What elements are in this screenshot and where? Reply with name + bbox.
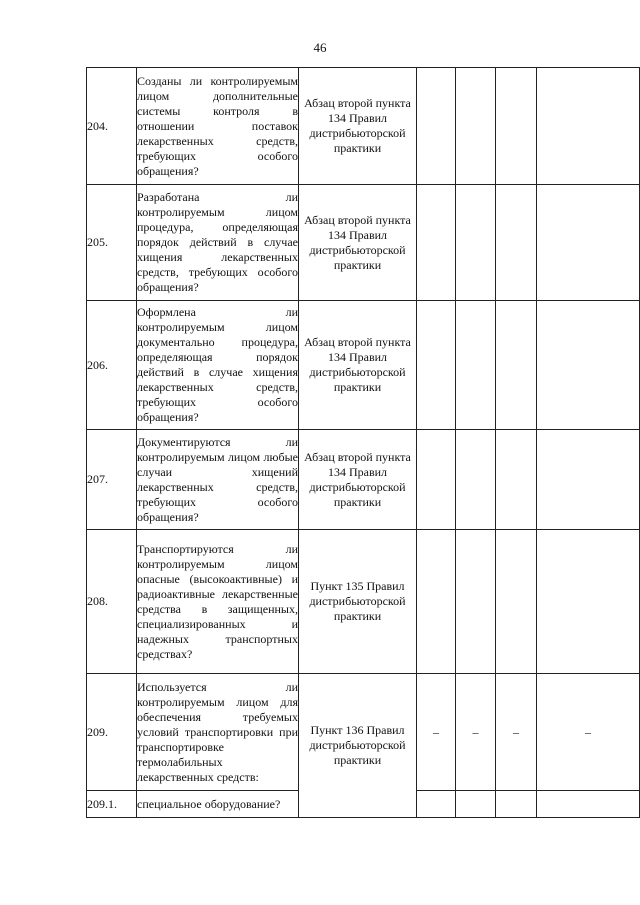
- answer-yes-cell: [417, 68, 456, 185]
- reference-cell: Абзац второй пункта 134 Правил дистрибьюторской практики: [299, 68, 417, 185]
- row-number: 207.: [87, 430, 137, 530]
- answer-no-cell: [456, 301, 496, 430]
- row-number: 205.: [87, 185, 137, 301]
- answer-not-applicable-cell: [496, 68, 537, 185]
- answer-no-cell: [456, 530, 496, 674]
- reference-cell: Абзац второй пункта 134 Правил дистрибьюторской практики: [299, 185, 417, 301]
- note-cell: [537, 68, 640, 185]
- note-cell: –: [537, 674, 640, 791]
- answer-no-cell: [456, 68, 496, 185]
- answer-yes-cell: [417, 791, 456, 818]
- reference-cell: Абзац второй пункта 134 Правил дистрибьюторской практики: [299, 301, 417, 430]
- answer-yes-cell: [417, 301, 456, 430]
- answer-no-cell: [456, 791, 496, 818]
- table-row: [87, 68, 640, 185]
- note-cell: [537, 791, 640, 818]
- note-cell: [537, 530, 640, 674]
- question-cell: Созданы ли контролируемым лицом дополнительные системы контроля в отношении поставок лекарственных средств, требующих особого обращения?: [137, 68, 299, 185]
- row-number: 204.: [87, 68, 137, 185]
- question-cell: Разработана ли контролируемым лицом процедура, определяющая порядок действий в случае хищения лекарственных средств, требующих особого обращения?: [137, 185, 299, 301]
- question-cell: Используется ли контролируемым лицом для обеспечения требуемых условий транспортировки при транспортировке термолабильных лекарственных средств:: [137, 674, 299, 791]
- table-row: [87, 530, 640, 674]
- reference-cell: Пункт 135 Правил дистрибьюторской практики: [299, 530, 417, 674]
- answer-not-applicable-cell: [496, 430, 537, 530]
- row-number: 209.: [87, 674, 137, 791]
- note-cell: [537, 430, 640, 530]
- question-cell: специальное оборудование?: [137, 791, 299, 818]
- answer-no-cell: [456, 430, 496, 530]
- table-row: [87, 674, 640, 791]
- answer-not-applicable-cell: [496, 185, 537, 301]
- row-number: 208.: [87, 530, 137, 674]
- row-number: 206.: [87, 301, 137, 430]
- answer-not-applicable-cell: [496, 530, 537, 674]
- table-row: [87, 185, 640, 301]
- table-row: [87, 301, 640, 430]
- answer-yes-cell: –: [417, 674, 456, 791]
- answer-not-applicable-cell: [496, 301, 537, 430]
- answer-yes-cell: [417, 530, 456, 674]
- checklist-table: [86, 67, 640, 818]
- reference-cell: Абзац второй пункта 134 Правил дистрибьюторской практики: [299, 430, 417, 530]
- reference-cell: Пункт 136 Правил дистрибьюторской практики: [299, 674, 417, 818]
- answer-not-applicable-cell: –: [496, 674, 537, 791]
- note-cell: [537, 301, 640, 430]
- question-cell: Оформлена ли контролируемым лицом документально процедура, определяющая порядок действий в случае хищения лекарственных средств, требующих особого обращения?: [137, 301, 299, 430]
- table-row: [87, 430, 640, 530]
- question-cell: Документируются ли контролируемым лицом любые случаи хищений лекарственных средств, требующих особого обращения?: [137, 430, 299, 530]
- answer-yes-cell: [417, 430, 456, 530]
- answer-no-cell: –: [456, 674, 496, 791]
- answer-no-cell: [456, 185, 496, 301]
- answer-not-applicable-cell: [496, 791, 537, 818]
- question-cell: Транспортируются ли контролируемым лицом опасные (высокоактивные) и радиоактивные лекарственные средства в защищенных, специализированных и надежных транспортных средствах?: [137, 530, 299, 674]
- row-number: 209.1.: [87, 791, 137, 818]
- page-number: 46: [313, 40, 327, 55]
- answer-yes-cell: [417, 185, 456, 301]
- note-cell: [537, 185, 640, 301]
